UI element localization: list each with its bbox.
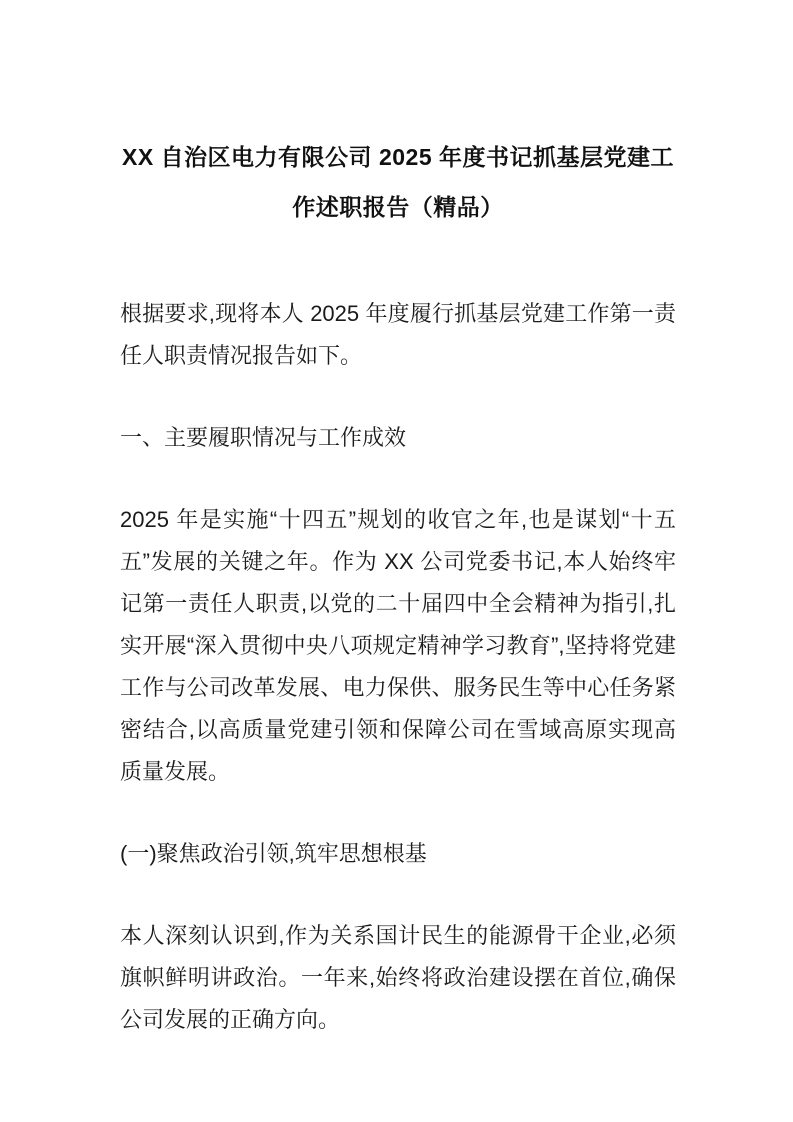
intro-paragraph: 根据要求,现将本人 2025 年度履行抓基层党建工作第一责任人职责情况报告如下。 [120,301,676,368]
subsection-1-paragraph: 本人深刻认识到,作为关系国计民生的能源骨干企业,必须旗帜鲜明讲政治。一年来,始终将政治建设摆在首位,确保公司发展的正确方向。 [120,923,676,1032]
section-1-paragraph: 2025 年是实施“十四五”规划的收官之年,也是谋划“十五五”发展的关键之年。作为 XX 公司党委书记,本人始终牢记第一责任人职责,以党的二十届四中全会精神为指引,扎实开展“深入贯彻中央八项规定精神学习教育”,坚持将党建工作与公司改革发展、电力保供、服务民生等中心任务紧密结合,以高质量党建引领和保障公司在雪域高原实现高质量发展。 [120,507,676,784]
subsection-1-heading: (一)聚焦政治引领,筑牢思想根基 [120,841,427,866]
document-title: XX 自治区电力有限公司 2025 年度书记抓基层党建工作述职报告（精品） [121,144,675,220]
section-1-heading: 一、主要履职情况与工作成效 [120,425,407,450]
